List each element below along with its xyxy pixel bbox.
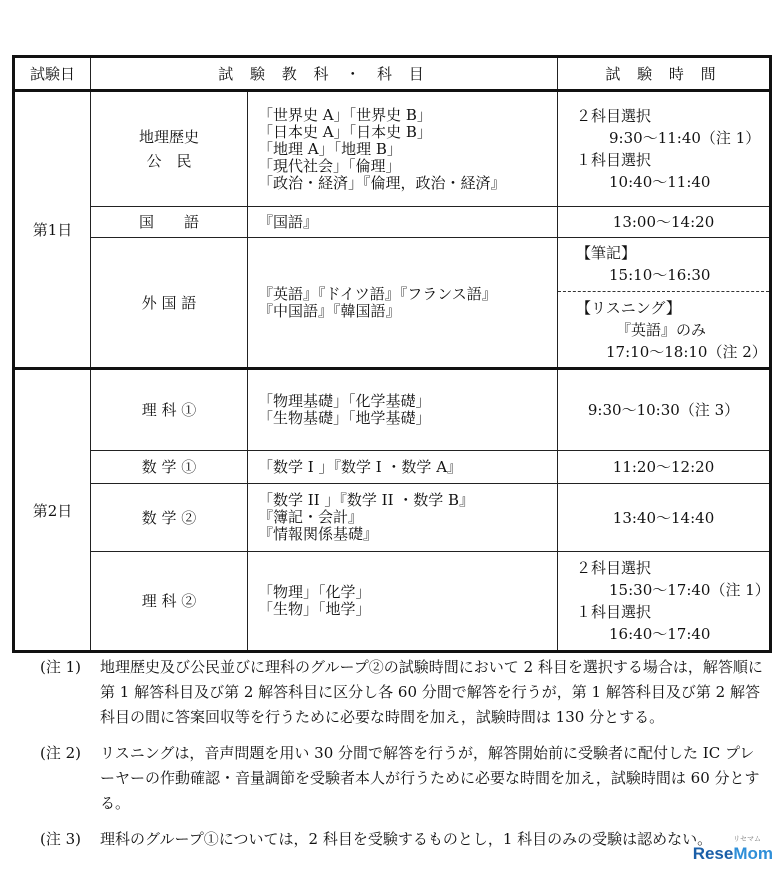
time-cell: 【筆記】 15:10～16:30 【リスニング】 『英語』のみ 17:10～18:10（注 2） (558, 238, 771, 369)
time-cell: 11:20～12:20 (558, 451, 771, 484)
table-row (14, 552, 771, 652)
table-row (14, 484, 771, 552)
time-cell: ２科目選択 15:30～17:40（注 1） １科目選択 16:40～17:40 (558, 552, 771, 652)
resemom-logo: リセマム ReseMom (692, 836, 773, 863)
subjects-cell: 「数学 I 」『数学 I ・数学 A』 (248, 451, 558, 484)
time-cell: 13:40～14:40 (558, 484, 771, 552)
table-row (14, 91, 771, 207)
subjects-cell: 「物理」「化学」 「生物」「地学」 (248, 552, 558, 652)
group-cell: 国 語 (91, 207, 248, 238)
note-2 (40, 741, 765, 816)
subjects-cell: 「数学 II 」『数学 II ・数学 B』 『簿記・会計』 『情報関係基礎』 (248, 484, 558, 552)
note-text: 地理歴史及び公民並びに理科のグループ②の試験時間において 2 科目を選択する場合は，解答順に第 1 解答科目及び第 2 解答科目に区分し各 60 分間で解答を行うが，第 1 解答科目及び第 2 解答科目の間に答案回収等を行うために必要な時間を加え，試験時間は 130 分とする。 (100, 658, 763, 726)
group-cell: 地理歴史 公 民 (91, 91, 248, 207)
note-label: (注 1) (40, 658, 82, 676)
header-day: 試験日 (14, 57, 91, 91)
subjects-cell: 「物理基礎」「化学基礎」 「生物基礎」「地学基礎」 (248, 369, 558, 451)
time-cell: 13:00～14:20 (558, 207, 771, 238)
table-row (14, 451, 771, 484)
note-1 (40, 655, 765, 730)
notes-section (40, 655, 765, 863)
table-row (14, 238, 771, 369)
group-cell: 数 学 ① (91, 451, 248, 484)
day2-label: 第2日 (14, 369, 91, 652)
time-cell: 9:30～10:30（注 3） (558, 369, 771, 451)
note-label: (注 3) (40, 830, 82, 848)
time-cell: ２科目選択 9:30～11:40（注 1） １科目選択 10:40～11:40 (558, 91, 771, 207)
header-time: 試 験 時 間 (558, 57, 771, 91)
note-text: 理科のグループ①については，2 科目を受験するものとし，1 科目のみの受験は認めない。 (100, 830, 713, 848)
group-cell: 外 国 語 (91, 238, 248, 369)
group-cell: 数 学 ② (91, 484, 248, 552)
table-row (14, 369, 771, 451)
subjects-cell: 「世界史 A」「世界史 B」 「日本史 A」「日本史 B」 「地理 A」「地理 B」 「現代社会」「倫理」 「政治・経済」『倫理，政治・経済』 (248, 91, 558, 207)
day1-label: 第1日 (14, 91, 91, 369)
group-cell: 理 科 ① (91, 369, 248, 451)
note-3 (40, 827, 765, 852)
table-header-row (14, 57, 771, 91)
table-row (14, 207, 771, 238)
note-text: リスニングは，音声問題を用い 30 分間で解答を行うが，解答開始前に受験者に配付した IC プレーヤーの作動確認・音量調節を受験者本人が行うために必要な時間を加え，試験時間は 60 分とする。 (100, 744, 760, 812)
note-label: (注 2) (40, 744, 82, 762)
subjects-cell: 『英語』『ドイツ語』『フランス語』 『中国語』『韓国語』 (248, 238, 558, 369)
group-cell: 理 科 ② (91, 552, 248, 652)
header-subjects: 試 験 教 科 ・ 科 目 (91, 57, 558, 91)
dashed-divider (558, 291, 769, 292)
subjects-cell: 『国語』 (248, 207, 558, 238)
exam-schedule-table (12, 55, 772, 653)
